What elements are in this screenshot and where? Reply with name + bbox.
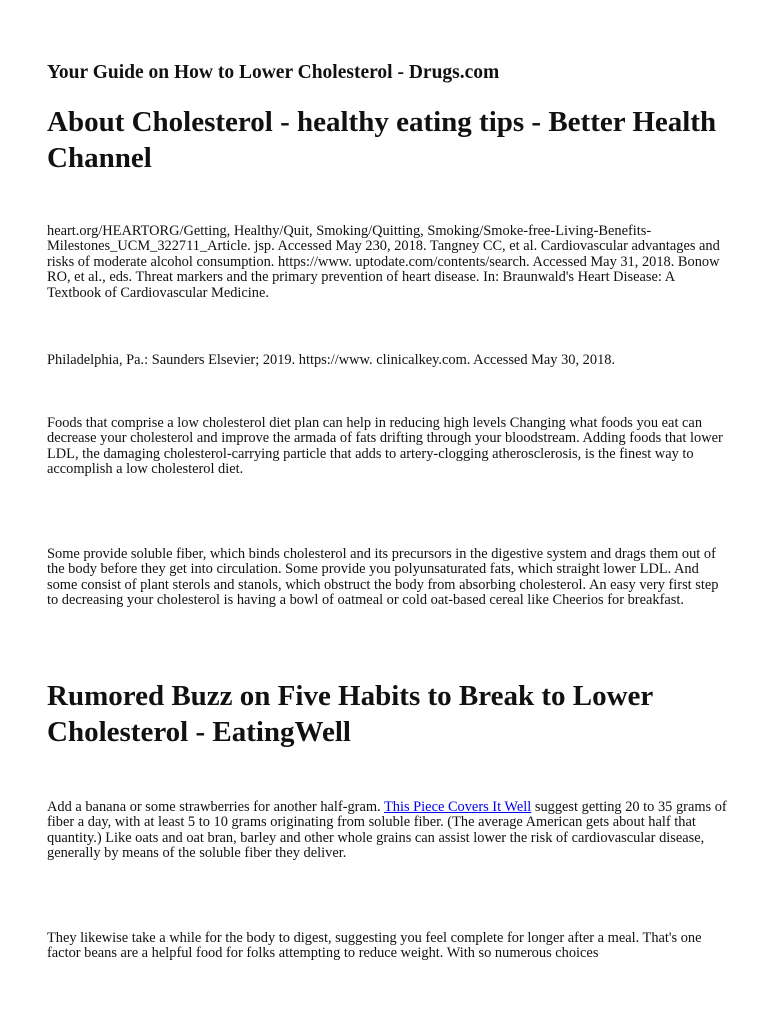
- paragraph-beans: They likewise take a while for the body to digest, suggesting you feel complete for longer after a meal. That's one factor beans are a helpful food for folks attempting to reduce weight. With so numerous choices: [47, 930, 702, 962]
- page-subtitle: Your Guide on How to Lower Cholesterol - Drugs.com: [47, 62, 500, 83]
- section-heading-cholesterol: About Cholesterol - healthy eating tips - Better Health Channel: [47, 106, 717, 174]
- inline-link[interactable]: This Piece Covers It Well: [384, 799, 532, 815]
- paragraph-fiber-intake: [47, 800, 727, 862]
- paragraph-text: suggest getting 20 to 35 grams of fiber a day, with at least 5 to 10 grams originating from soluble fiber. (The average American gets about half that quantity.) Like oats and oat bran, barley and other whole grains can assist lower the risk of cardiovascular disease, generally by means of the soluble fiber they deliver.: [47, 799, 727, 862]
- paragraph-text: Add a banana or some strawberries for another half-gram.: [47, 799, 384, 815]
- paragraph-references: heart.org/HEARTORG/Getting, Healthy/Quit, Smoking/Quitting, Smoking/Smoke-free-Living-Benefits-Milestones_UCM_322711_Article. jsp. Accessed May 230, 2018. Tangney CC, et al. Cardiovascular advantages and risks of moderate alcohol consumption. https://www. uptodate.com/contents/search. Accessed May 31, 2018. Bonow RO, et al., eds. Threat markers and the primary prevention of heart disease. In: Braunwald's Heart Disease: A Textbook of Cardiovascular Medicine.: [47, 223, 720, 301]
- paragraph-soluble-fiber: Some provide soluble fiber, which binds cholesterol and its precursors in the digestive system and drags them out of the body before they get into circulation. Some provide you polyunsaturated fats, which straight lower LDL. And some consist of plant sterols and stanols, which obstruct the body from absorbing cholesterol. An easy very first step to decreasing your cholesterol is having a bowl of oatmeal or cold oat-based cereal like Cheerios for breakfast.: [47, 546, 719, 609]
- paragraph-publisher: Philadelphia, Pa.: Saunders Elsevier; 2019. https://www. clinicalkey.com. Accessed May 30, 2018.: [47, 352, 616, 368]
- section-heading-five-habits: Rumored Buzz on Five Habits to Break to Lower Cholesterol - EatingWell: [47, 680, 653, 748]
- paragraph-low-cholesterol-diet: Foods that comprise a low cholesterol diet plan can help in reducing high levels Changing what foods you eat can decrease your cholesterol and improve the armada of fats drifting through your bloodstream. Adding foods that lower LDL, the damaging cholesterol-carrying particle that adds to artery-clogging atherosclerosis, is the finest way to accomplish a low cholesterol diet.: [47, 415, 723, 478]
